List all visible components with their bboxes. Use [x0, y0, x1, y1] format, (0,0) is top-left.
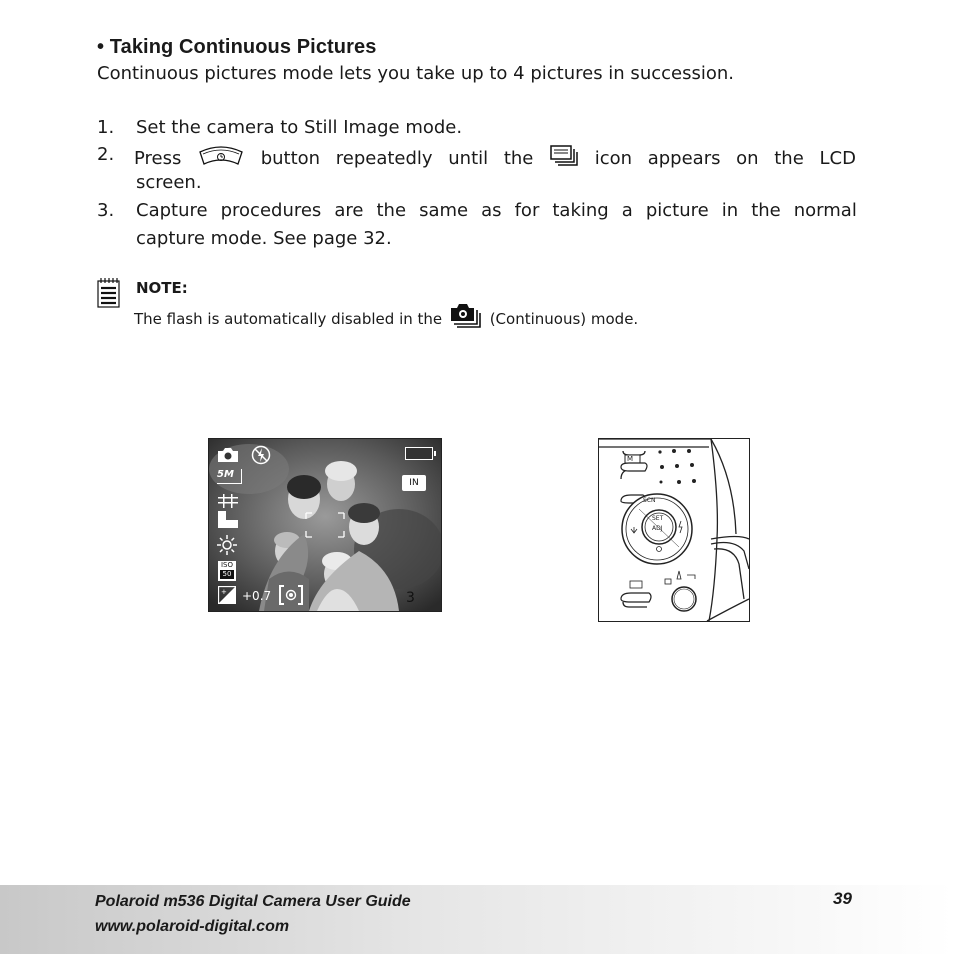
word: procedures: [220, 200, 322, 221]
intro-text: Continuous pictures mode lets you take up to 4 pictures in succession.: [97, 63, 734, 84]
word: the: [774, 148, 804, 169]
shots-remaining: 3: [406, 590, 415, 606]
step-2: [97, 144, 857, 200]
note-icon: [97, 278, 121, 312]
word: button: [260, 148, 321, 169]
set-label: SET: [652, 515, 664, 522]
lcd-photo: [209, 439, 441, 611]
step-number: 3.: [97, 200, 115, 221]
step-3: [97, 200, 857, 256]
metering-icon: [279, 585, 303, 609]
battery-icon: [405, 447, 433, 460]
word: taking: [552, 200, 609, 221]
note-text: [134, 302, 638, 332]
word: LCD: [819, 148, 856, 169]
word: for: [514, 200, 540, 221]
footer-url: www.polaroid-digital.com: [95, 918, 290, 935]
resolution-icon: [217, 469, 242, 484]
camera-back-illustration: [598, 438, 750, 622]
page-number: 39: [833, 889, 852, 908]
note-label: NOTE:: [136, 279, 188, 297]
exposure-value: +0.7: [242, 589, 272, 603]
step-number: 1.: [97, 117, 115, 138]
word: as: [481, 200, 502, 221]
word: normal: [793, 200, 857, 221]
note-text-before: The flash is automatically disabled in the: [134, 310, 443, 328]
scn-label: SCN: [643, 497, 656, 504]
footer-title: Polaroid m536 Digital Camera User Guide: [95, 893, 411, 910]
iso-value: 50: [220, 570, 234, 579]
word: the: [503, 148, 534, 169]
resolution-label: 5M: [217, 469, 234, 480]
continuous-mode-icon: [549, 144, 579, 173]
word: the: [751, 200, 781, 221]
camera-mode-icon: [217, 447, 239, 467]
step-text-continuation: screen.: [136, 172, 202, 193]
storage-label: IN: [409, 478, 419, 488]
sharpness-icon: [218, 511, 238, 532]
self-timer-button-icon: [197, 144, 245, 173]
step-2-line-1: [134, 144, 856, 173]
word: on: [736, 148, 759, 169]
exposure-compensation-icon: [218, 586, 236, 608]
word: same: [419, 200, 469, 221]
note-text-after: (Continuous) mode.: [489, 310, 639, 328]
step-text-continuation: capture mode. See page 32.: [136, 228, 392, 249]
white-balance-sun-icon: [217, 535, 237, 559]
quality-icon: [218, 493, 238, 512]
svg-text:+: +: [221, 588, 227, 596]
continuous-camera-icon: [449, 302, 483, 332]
flash-off-icon: [251, 445, 271, 469]
word: appears: [647, 148, 721, 169]
internal-memory-icon: [402, 475, 426, 491]
word: picture: [645, 200, 709, 221]
step-text: Set the camera to Still Image mode.: [136, 117, 463, 138]
step-1: [97, 117, 857, 141]
word: repeatedly: [335, 148, 433, 169]
word: until: [448, 148, 489, 169]
section-heading: • Taking Continuous Pictures: [97, 36, 377, 58]
iso-label: ISO: [220, 561, 234, 569]
lcd-screen-illustration: [208, 438, 442, 612]
word: Press: [134, 148, 182, 169]
word: Capture: [136, 200, 208, 221]
mode-button-label: M: [627, 455, 634, 463]
word: the: [376, 200, 407, 221]
word: in: [721, 200, 739, 221]
word: are: [334, 200, 364, 221]
word: icon: [594, 148, 633, 169]
step-3-line-1: [136, 200, 857, 221]
word: a: [621, 200, 633, 221]
adj-label: ADJ: [652, 525, 663, 532]
iso-icon: [218, 561, 236, 581]
step-number: 2.: [97, 144, 115, 165]
